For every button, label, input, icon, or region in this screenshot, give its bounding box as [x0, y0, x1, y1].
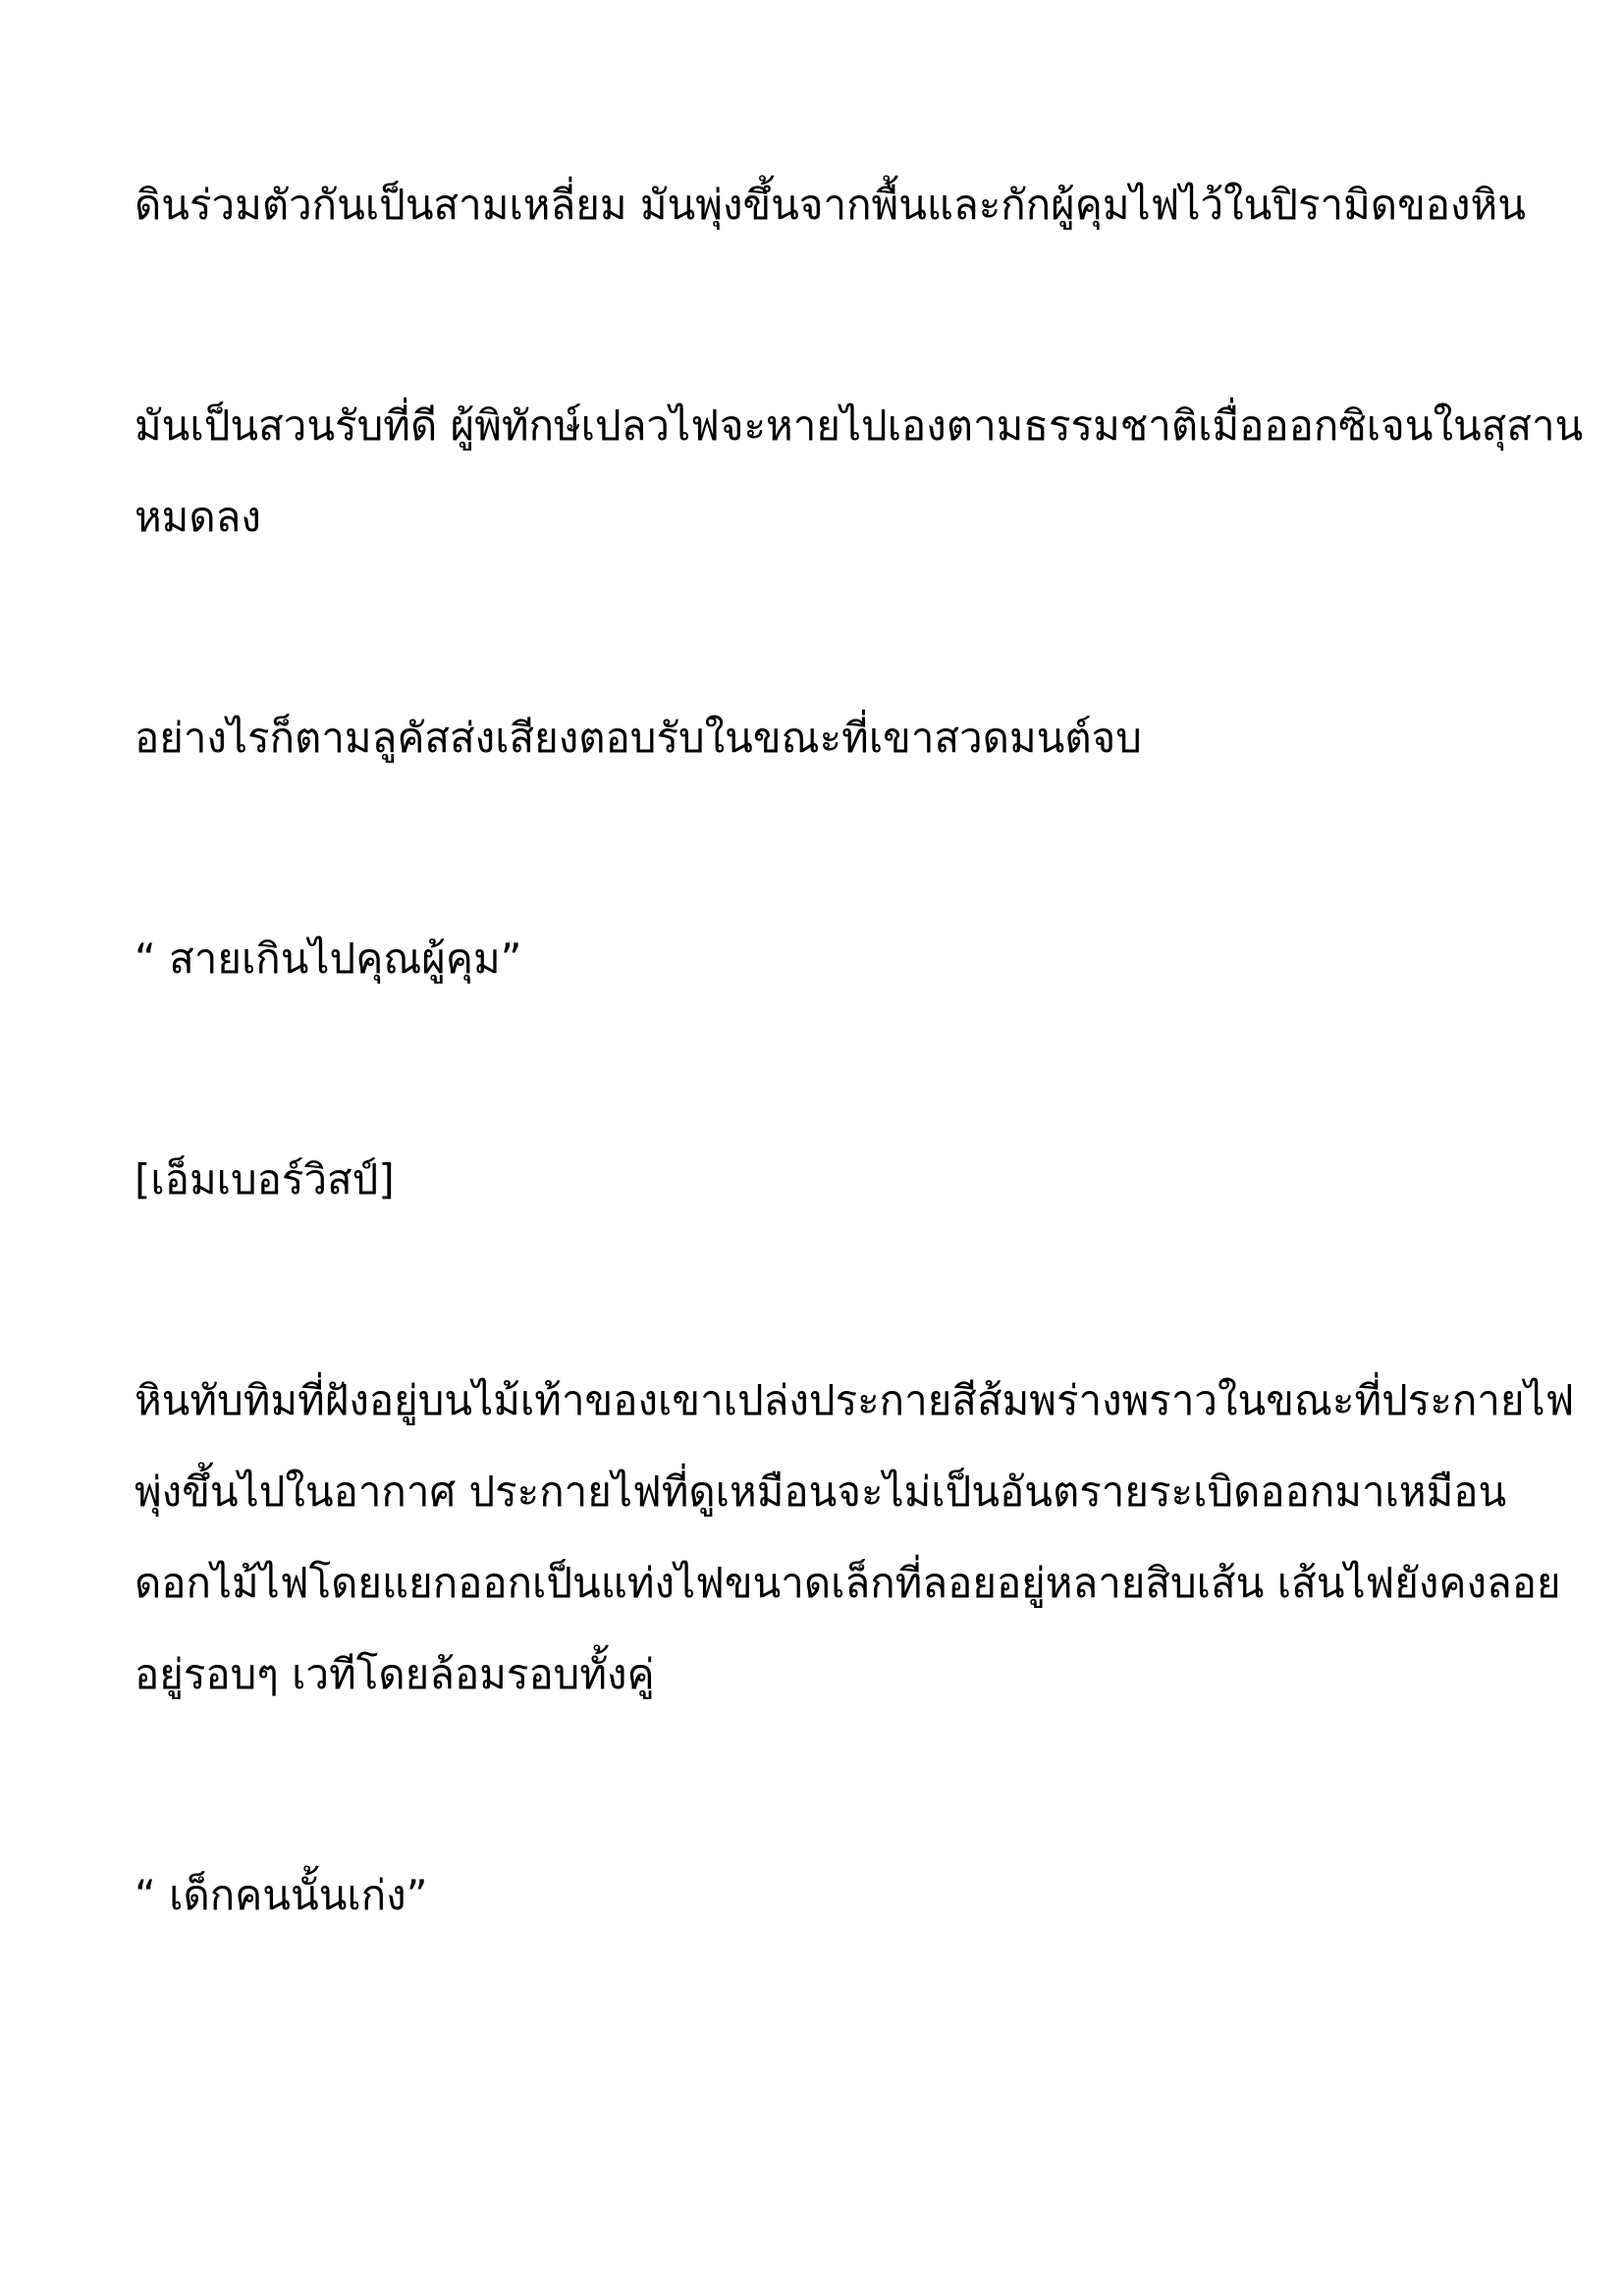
text-line: ดอกไม้ไฟโดยแยกออกเป็นแท่งไฟขนาดเล็กที่ลอยอยู่หลายสิบเส้น เส้นไฟยังคงลอย [135, 1559, 1561, 1607]
paragraph-system-message [135, 1134, 1437, 1225]
system-message-line: [เอ็มเบอร์วิสป์] [135, 1155, 395, 1203]
text-line: อยู่รอบๆ เวทีโดยล้อมรอบทั้งคู่ [135, 1650, 655, 1698]
text-line: มันเป็นสวนรับที่ดี ผู้พิทักษ์เปลวไฟจะหายไปเองตามธรรมชาติเมื่อออกซิเจนในสุสาน [135, 401, 1584, 450]
text-line: หมดลง [135, 493, 261, 541]
text-line: หินทับทิมที่ฝังอยู่บนไม้เท้าของเขาเปล่งประกายสีส้มพร่างพราวในขณะที่ประกายไฟ [135, 1376, 1575, 1424]
text-line: พุ่งขึ้นไปในอากาศ ประกายไฟที่ดูเหมือนจะไม่เป็นอันตรายระเบิดออกมาเหมือน [135, 1468, 1507, 1516]
paragraph-narration-1 [135, 159, 1526, 250]
paragraph-narration-2 [135, 380, 1584, 562]
paragraph-dialogue-2 [135, 1849, 1437, 1941]
text-line: อย่างไรก็ตามลูคัสส่งเสียงตอบรับในขณะที่เขาสวดมนต์จบ [135, 714, 1142, 762]
dialogue-text-line: “ สายเกินไปคุณผู้คุม” [135, 934, 522, 983]
paragraph-dialogue-1 [135, 913, 1437, 1004]
paragraph-narration-3 [135, 692, 1437, 783]
dialogue-text-line: “ เด็กคนนั้นเก่ง” [135, 1871, 428, 1919]
text-line: ดินร่วมตัวกันเป็นสามเหลี่ยม มันพุ่งขึ้นจากพื้นและกักผู้คุมไฟไว้ในปิรามิดของหิน [135, 181, 1526, 229]
paragraph-narration-4 [135, 1355, 1575, 1720]
